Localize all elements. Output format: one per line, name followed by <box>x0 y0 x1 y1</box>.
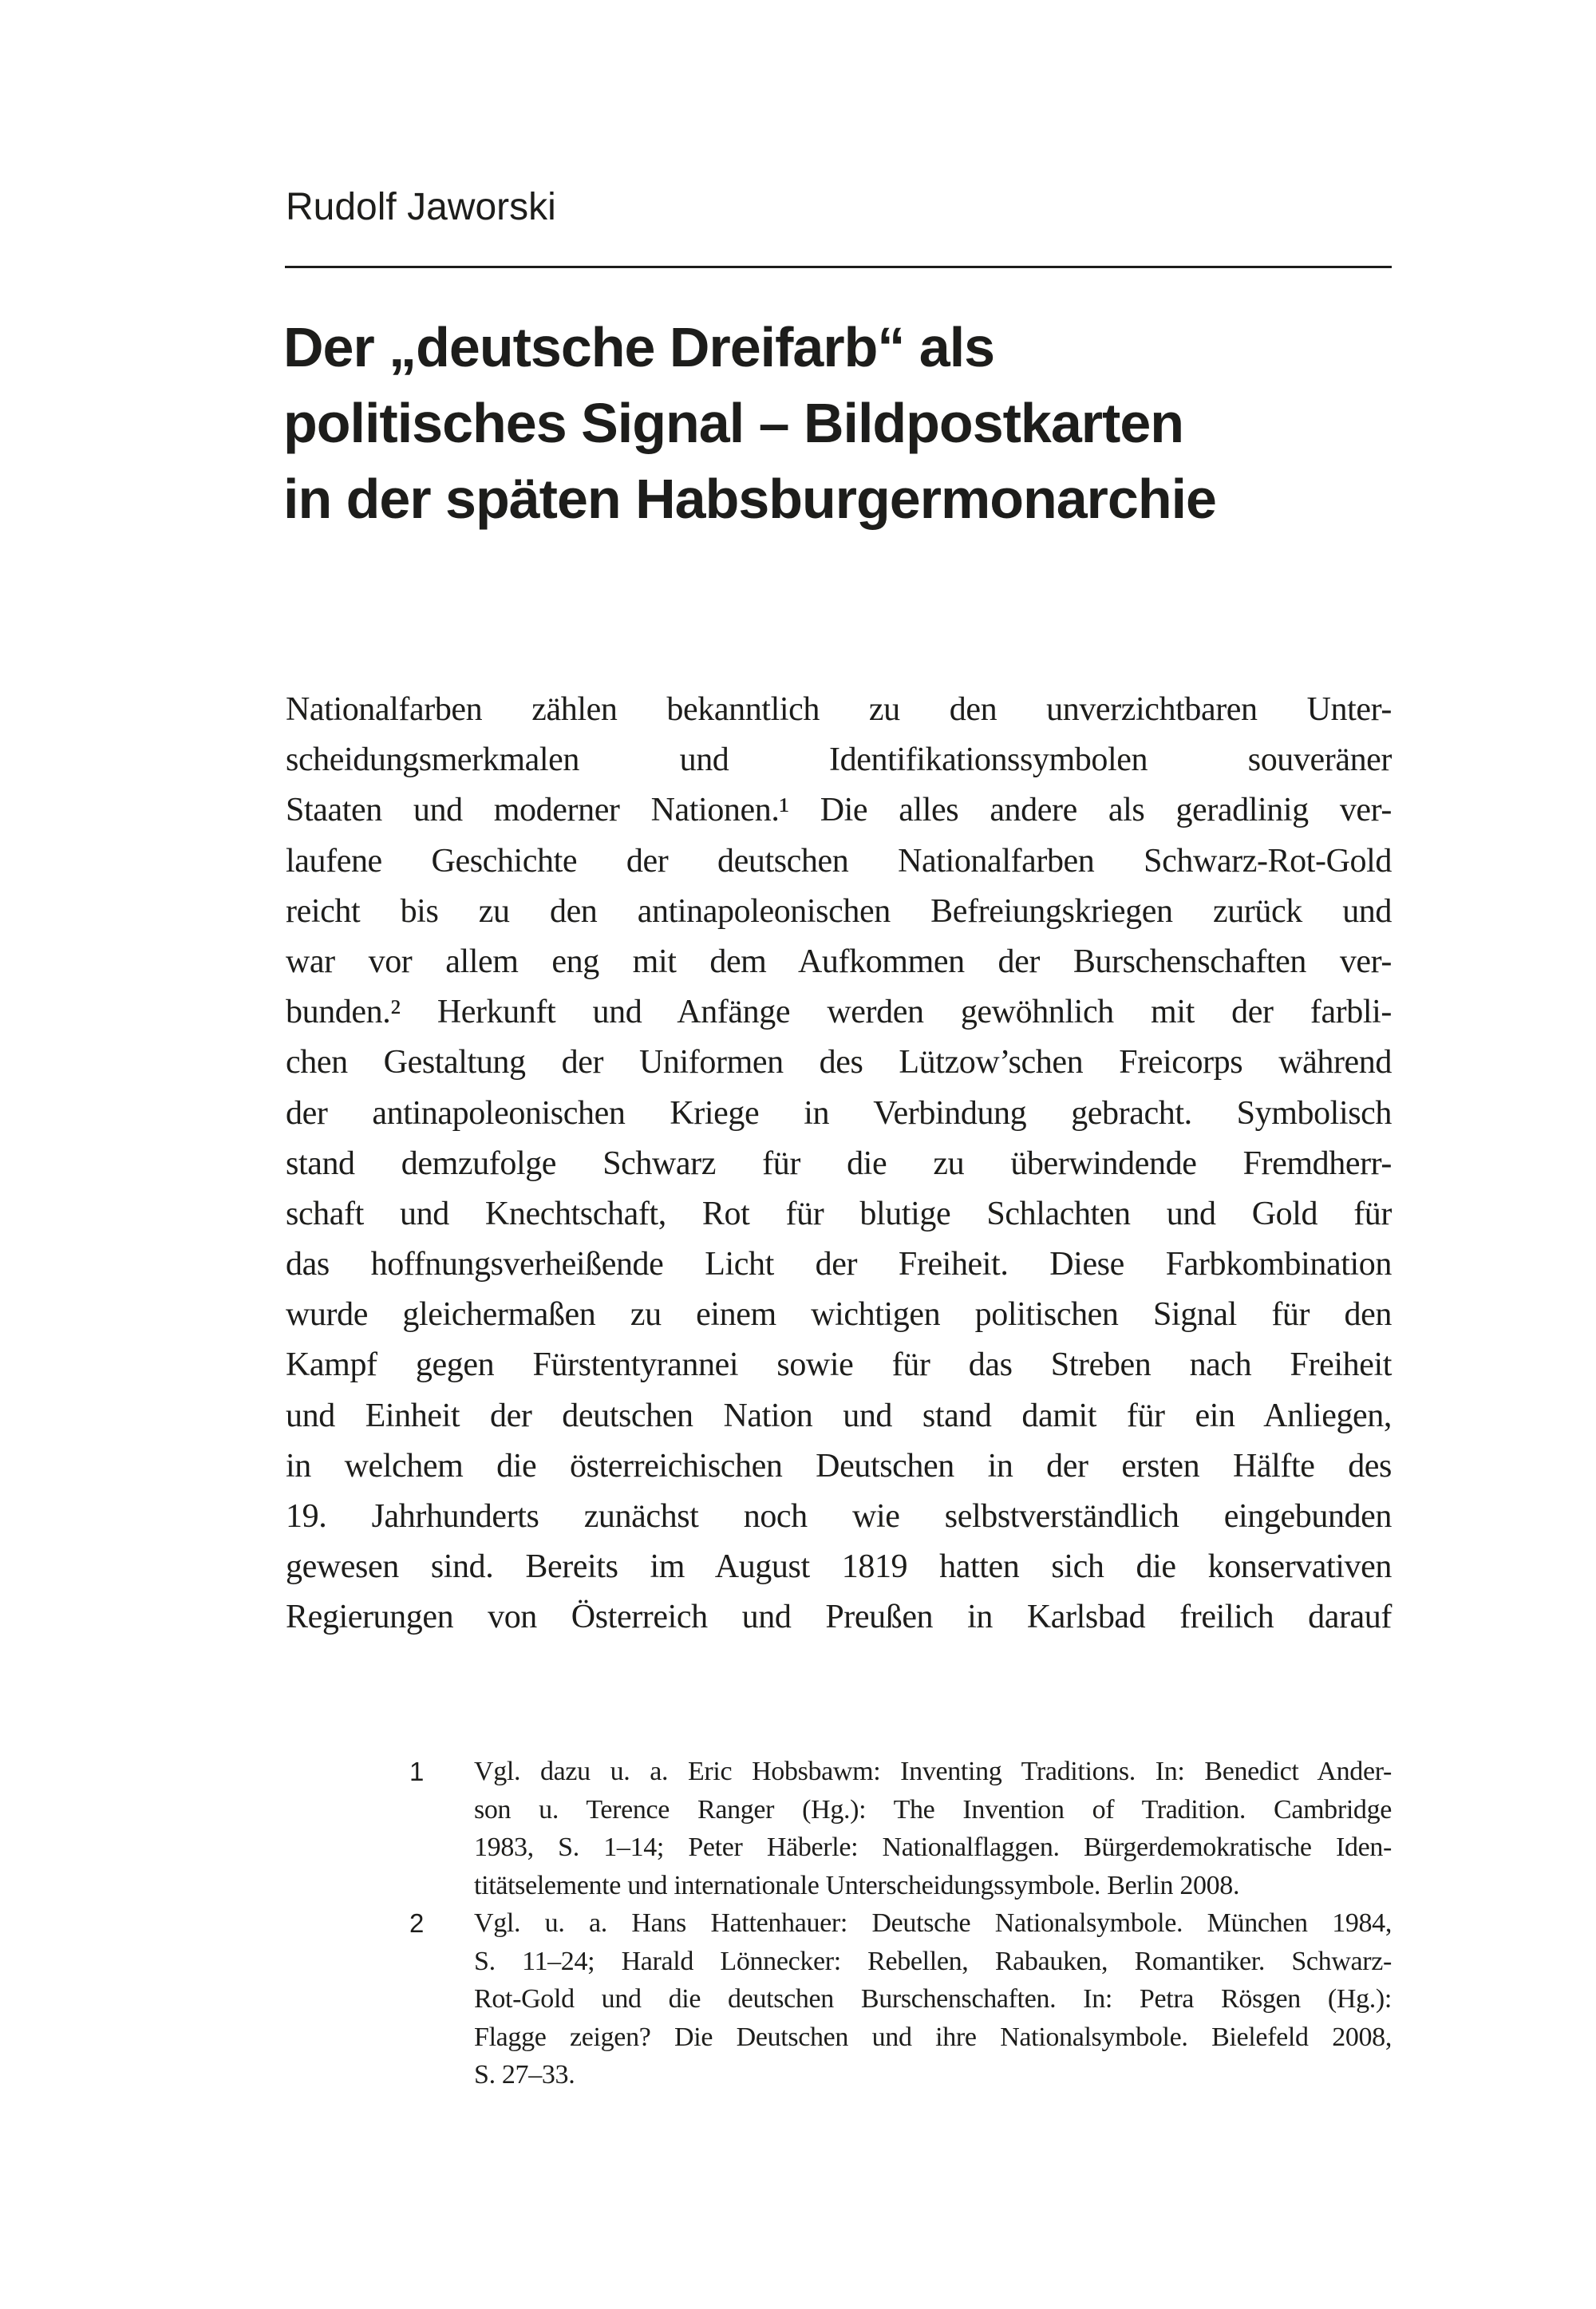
title-line: in der späten Habsburgermonarchie <box>283 468 1216 530</box>
body-line: Regierungen von Österreich und Preußen in Karlsbad freilich darauf <box>286 1599 1392 1636</box>
footnote <box>409 1904 1392 2094</box>
footnote-line: S. 27–33. <box>474 2060 575 2090</box>
footnote-line: Vgl. u. a. Hans Hattenhauer: Deutsche Nationalsymbole. München 1984, <box>474 1908 1392 1938</box>
title-line: Der „deutsche Dreifarb“ als <box>283 316 995 378</box>
body-line: Staaten und moderner Nationen.¹ Die alles andere als geradlinig ver- <box>286 792 1392 829</box>
body-line: reicht bis zu den antinapoleonischen Befreiungskriegen zurück und <box>286 892 1392 930</box>
title-line: politisches Signal – Bildpostkarten <box>283 392 1184 454</box>
footnotes <box>409 1753 1392 2094</box>
body-line: bunden.² Herkunft und Anfänge werden gewöhnlich mit der farbli- <box>286 994 1392 1031</box>
body-line: wurde gleichermaßen zu einem wichtigen politischen Signal für den <box>286 1296 1392 1334</box>
footnote <box>409 1753 1392 1904</box>
body-line: in welchem die österreichischen Deutschen in der ersten Hälfte des <box>286 1447 1392 1485</box>
footnote-line: son u. Terence Ranger (Hg.): The Invention of Tradition. Cambridge <box>474 1794 1392 1825</box>
body-line: der antinapoleonischen Kriege in Verbindung gebracht. Symbolisch <box>286 1094 1392 1132</box>
footnote-line: Rot-Gold und die deutschen Burschenschaften. In: Petra Rösgen (Hg.): <box>474 1984 1392 2014</box>
body-line: stand demzufolge Schwarz für die zu überwindende Fremdherr- <box>286 1145 1392 1182</box>
body-line: Nationalfarben zählen bekanntlich zu den unverzichtbaren Unter- <box>286 691 1392 728</box>
body-line: gewesen sind. Bereits im August 1819 hatten sich die konservativen <box>286 1548 1392 1586</box>
body-line: Kampf gegen Fürstentyrannei sowie für das Streben nach Freiheit <box>286 1346 1392 1384</box>
body-line: 19. Jahrhunderts zunächst noch wie selbstverständlich eingebunden <box>286 1498 1392 1535</box>
footnote-line: Flagge zeigen? Die Deutschen und ihre Nationalsymbole. Bielefeld 2008, <box>474 2022 1392 2052</box>
body-line: chen Gestaltung der Uniformen des Lützow’schen Freicorps während <box>286 1044 1392 1081</box>
body-line: schaft und Knechtschaft, Rot für blutige Schlachten und Gold für <box>286 1195 1392 1232</box>
author-name: Rudolf Jaworski <box>286 186 556 228</box>
footnote-text <box>474 1753 1392 1904</box>
body-line: war vor allem eng mit dem Aufkommen der Burschenschaften ver- <box>286 943 1392 980</box>
footnote-text <box>474 1904 1392 2094</box>
body-line: scheidungsmerkmalen und Identifikationssymbolen souveräner <box>286 741 1392 779</box>
body-paragraph <box>286 685 1392 1643</box>
body-line: laufene Geschichte der deutschen Nationalfarben Schwarz-Rot-Gold <box>286 842 1392 880</box>
body-line: und Einheit der deutschen Nation und stand damit für ein Anliegen, <box>286 1397 1392 1434</box>
footnote-line: titätselemente und internationale Unterscheidungssymbole. Berlin 2008. <box>474 1870 1240 1900</box>
footnote-number: 2 <box>409 1908 425 1938</box>
title-rule <box>285 266 1392 268</box>
footnote-number: 1 <box>409 1757 425 1786</box>
body-line: das hoffnungsverheißende Licht der Freiheit. Diese Farbkombination <box>286 1246 1392 1283</box>
footnote-line: 1983, S. 1–14; Peter Häberle: Nationalflaggen. Bürgerdemokratische Iden- <box>474 1833 1392 1862</box>
footnote-line: Vgl. dazu u. a. Eric Hobsbawm: Inventing Traditions. In: Benedict Ander- <box>474 1757 1392 1786</box>
article-title <box>283 310 1480 537</box>
footnote-line: S. 11–24; Harald Lönnecker: Rebellen, Rabauken, Romantiker. Schwarz- <box>474 1946 1392 1976</box>
